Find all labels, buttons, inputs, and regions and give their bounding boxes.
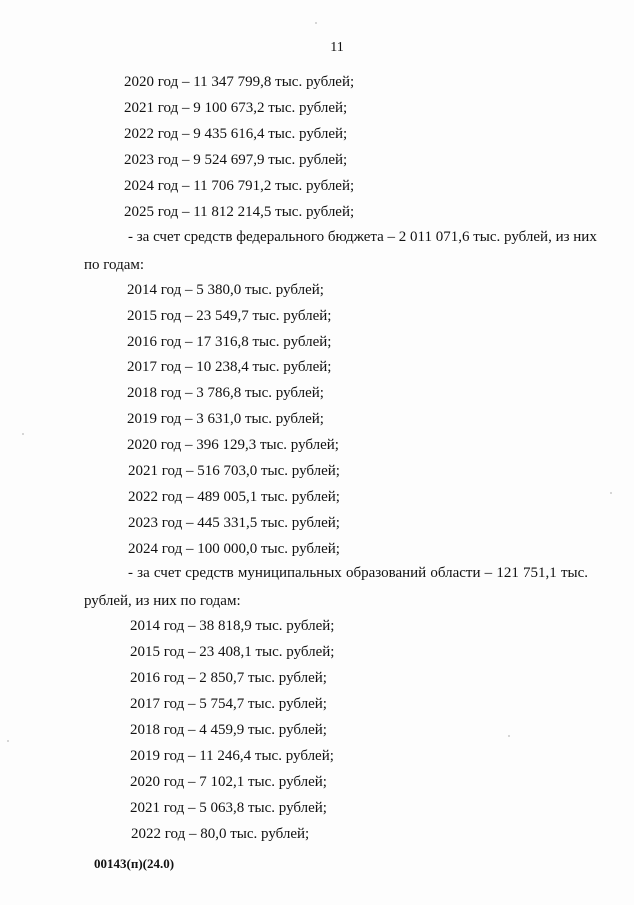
municipal-year-line: 2015 год – 23 408,1 тыс. рублей; [130, 644, 335, 660]
federal-budget-paragraph: - за счет средств федерального бюджета – 2 011 071,6 тыс. рублей, из них [128, 229, 597, 245]
federal-year-line: 2017 год – 10 238,4 тыс. рублей; [127, 359, 332, 375]
municipal-year-line: 2021 год – 5 063,8 тыс. рублей; [130, 800, 327, 816]
federal-year-line: 2024 год – 100 000,0 тыс. рублей; [128, 541, 340, 557]
municipal-year-line: 2022 год – 80,0 тыс. рублей; [131, 826, 310, 842]
municipal-continuation: рублей, из них по годам: [84, 593, 241, 609]
federal-year-line: 2018 год – 3 786,8 тыс. рублей; [127, 385, 324, 401]
page-number: 11 [330, 40, 344, 55]
municipal-year-line: 2018 год – 4 459,9 тыс. рублей; [130, 722, 327, 738]
document-code-footer: 00143(п)(24.0) [94, 856, 175, 871]
federal-year-line: 2021 год – 516 703,0 тыс. рублей; [128, 463, 340, 479]
block1-year-line: 2024 год – 11 706 791,2 тыс. рублей; [124, 178, 355, 194]
federal-year-line: 2022 год – 489 005,1 тыс. рублей; [128, 489, 340, 505]
block1-year-line: 2025 год – 11 812 214,5 тыс. рублей; [124, 204, 355, 220]
federal-year-line: 2023 год – 445 331,5 тыс. рублей; [128, 515, 340, 531]
scan-speck [7, 740, 9, 742]
federal-year-line: 2015 год – 23 549,7 тыс. рублей; [127, 308, 332, 324]
federal-budget-continuation: по годам: [84, 257, 145, 273]
municipal-year-line: 2014 год – 38 818,9 тыс. рублей; [130, 618, 335, 634]
municipal-year-line: 2019 год – 11 246,4 тыс. рублей; [130, 748, 334, 764]
scan-speck [508, 735, 510, 737]
municipal-year-line: 2020 год – 7 102,1 тыс. рублей; [130, 774, 327, 790]
federal-year-line: 2020 год – 396 129,3 тыс. рублей; [127, 437, 339, 453]
federal-year-line: 2019 год – 3 631,0 тыс. рублей; [127, 411, 324, 427]
municipal-paragraph: - за счет средств муниципальных образований области – 121 751,1 тыс. [128, 565, 588, 581]
federal-year-line: 2016 год – 17 316,8 тыс. рублей; [127, 334, 332, 350]
scan-speck [610, 492, 612, 494]
block1-year-line: 2022 год – 9 435 616,4 тыс. рублей; [124, 126, 348, 142]
block1-year-line: 2020 год – 11 347 799,8 тыс. рублей; [124, 74, 355, 90]
block1-year-line: 2021 год – 9 100 673,2 тыс. рублей; [124, 100, 348, 116]
block1-year-line: 2023 год – 9 524 697,9 тыс. рублей; [124, 152, 348, 168]
federal-year-line: 2014 год – 5 380,0 тыс. рублей; [127, 282, 324, 298]
scan-speck [315, 22, 317, 24]
municipal-year-line: 2017 год – 5 754,7 тыс. рублей; [130, 696, 327, 712]
scan-speck [22, 433, 24, 435]
municipal-year-line: 2016 год – 2 850,7 тыс. рублей; [130, 670, 327, 686]
